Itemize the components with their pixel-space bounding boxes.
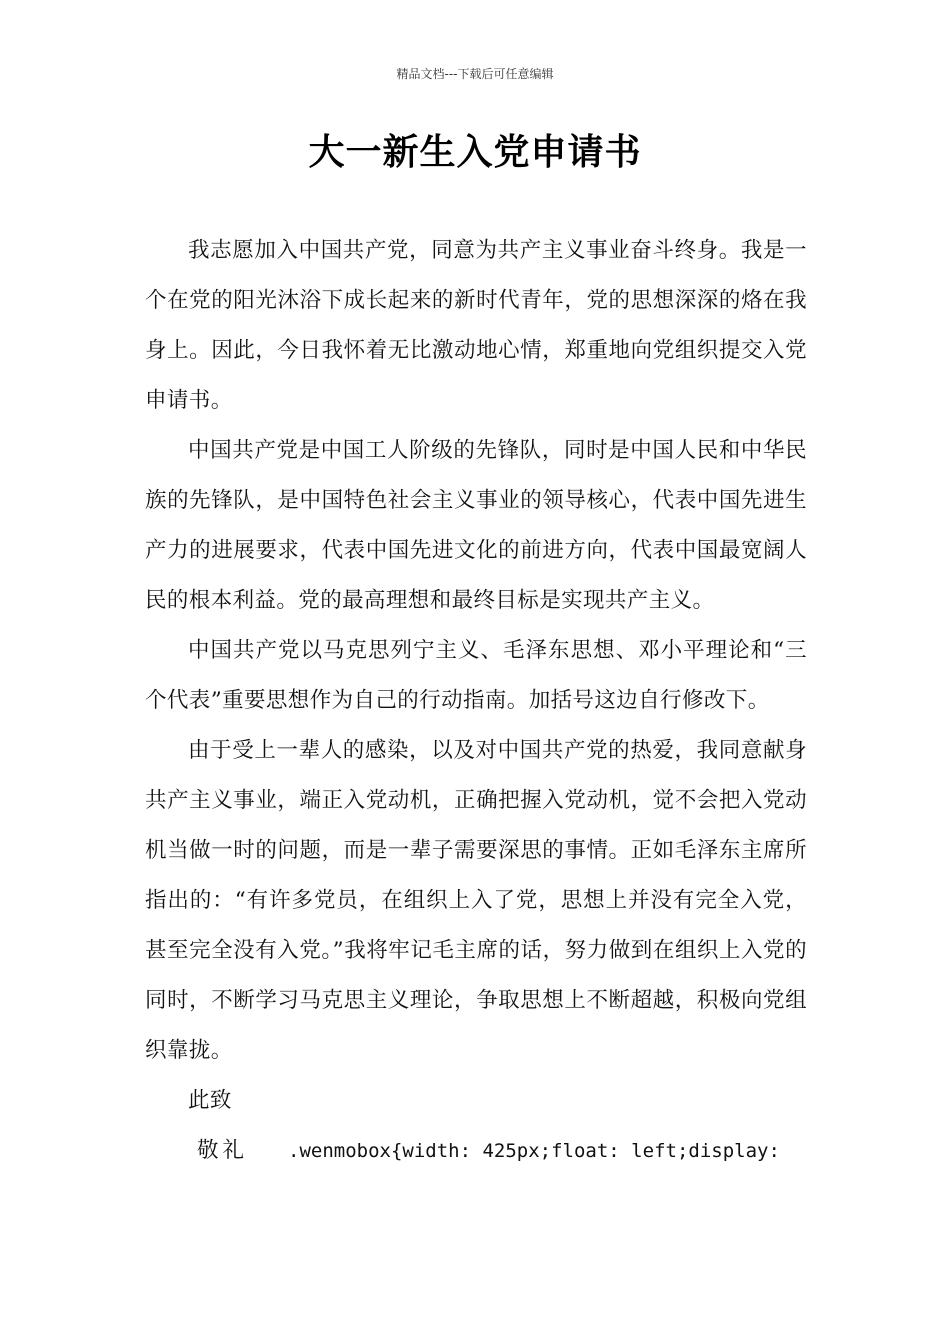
paragraph-1: 我志愿加入中国共产党，同意为共产主义事业奋斗终身。我是一个在党的阳光沐浴下成长起来的新时代青年，党的思想深深的烙在我身上。因此，今日我怀着无比激动地心情，郑重地向党组织提交入党申请书。 [145,238,807,413]
document-body [145,226,807,1176]
page-title: 大一新生入党申请书 [308,132,642,173]
closing-salutation: 此致 [188,1088,232,1113]
regards-line [145,1126,807,1176]
paragraph-3: 中国共产党以马克思列宁主义、毛泽东思想、邓小平理论和“三个代表”重要思想作为自己的行动指南。加括号这边自行修改下。 [145,638,807,713]
paragraph-4: 由于受上一辈人的感染，以及对中国共产党的热爱，我同意献身共产主义事业，端正入党动机，正确把握入党动机，觉不会把入党动机当做一时的问题，而是一辈子需要深思的事情。正如毛泽东主席所指出的：“有许多党员，在组织上入了党，思想上并没有完全入党，甚至完全没有入党。”我将牢记毛主席的话，努力做到在组织上入党的同时，不断学习马克思主义理论，争取思想上不断超越，积极向党组织靠拢。 [145,738,807,1063]
header-note: 精品文档---下载后可任意编辑 [396,67,554,81]
regards-text: 敬礼 [197,1138,249,1163]
paragraph-2: 中国共产党是中国工人阶级的先锋队，同时是中国人民和中华民族的先锋队，是中国特色社会主义事业的领导核心，代表中国先进生产力的进展要求，代表中国先进文化的前进方向，代表中国最宽阔人民的根本利益。党的最高理想和最终目标是实现共产主义。 [145,438,807,613]
code-fragment-text: .wenmobox{width: 425px;float: left;display: [288,1140,780,1162]
